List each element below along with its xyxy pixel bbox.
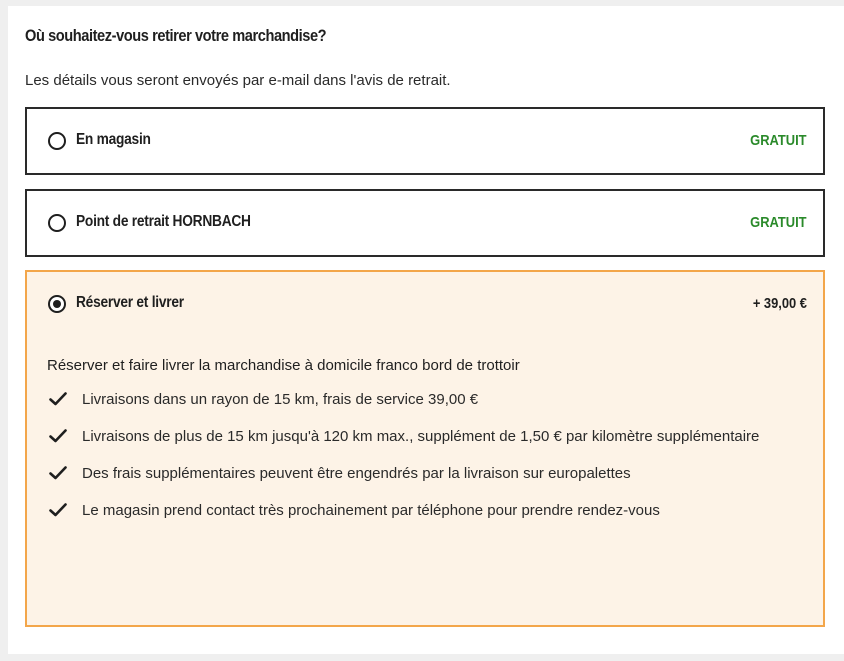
delivery-details — [47, 357, 807, 536]
option-header[interactable] — [27, 109, 823, 173]
benefit-text: Des frais supplémentaires peuvent être engendrés par la livraison sur europalettes — [82, 465, 631, 482]
benefit-text: Livraisons de plus de 15 km jusqu'à 120 km max., supplément de 1,50 € par kilomètre supplémentaire — [82, 428, 760, 445]
checkmark-icon — [49, 392, 67, 406]
benefit-text: Livraisons dans un rayon de 15 km, frais de service 39,00 € — [82, 391, 479, 408]
benefit-item — [47, 388, 807, 411]
option-point-de-retrait[interactable] — [25, 189, 825, 257]
benefit-item — [47, 462, 807, 485]
details-title: Réserver et faire livrer la marchandise à domicile franco bord de trottoir — [47, 357, 520, 374]
radio-unchecked-icon[interactable] — [48, 214, 66, 232]
radio-checked-icon[interactable] — [48, 295, 66, 313]
option-header[interactable] — [27, 272, 823, 336]
subtitle: Les détails vous seront envoyés par e-mail dans l'avis de retrait. — [25, 72, 451, 89]
option-en-magasin[interactable] — [25, 107, 825, 175]
benefits-list — [47, 388, 807, 522]
option-price: GRATUIT — [750, 132, 807, 149]
option-label: Réserver et livrer — [76, 294, 184, 311]
option-price: + 39,00 € — [752, 295, 807, 312]
option-header[interactable] — [27, 191, 823, 255]
page-title: Où souhaitez-vous retirer votre marchandise? — [25, 26, 327, 45]
benefit-text: Le magasin prend contact très prochainement par téléphone pour prendre rendez-vous — [82, 502, 660, 519]
option-label: Point de retrait HORNBACH — [76, 213, 251, 230]
option-price: GRATUIT — [750, 214, 807, 231]
checkmark-icon — [49, 503, 67, 517]
radio-unchecked-icon[interactable] — [48, 132, 66, 150]
benefit-item — [47, 499, 807, 522]
pickup-options-panel — [8, 6, 844, 654]
checkmark-icon — [49, 466, 67, 480]
option-reserver-et-livrer[interactable] — [25, 270, 825, 627]
benefit-item — [47, 425, 807, 448]
option-label: En magasin — [76, 131, 151, 148]
checkmark-icon — [49, 429, 67, 443]
